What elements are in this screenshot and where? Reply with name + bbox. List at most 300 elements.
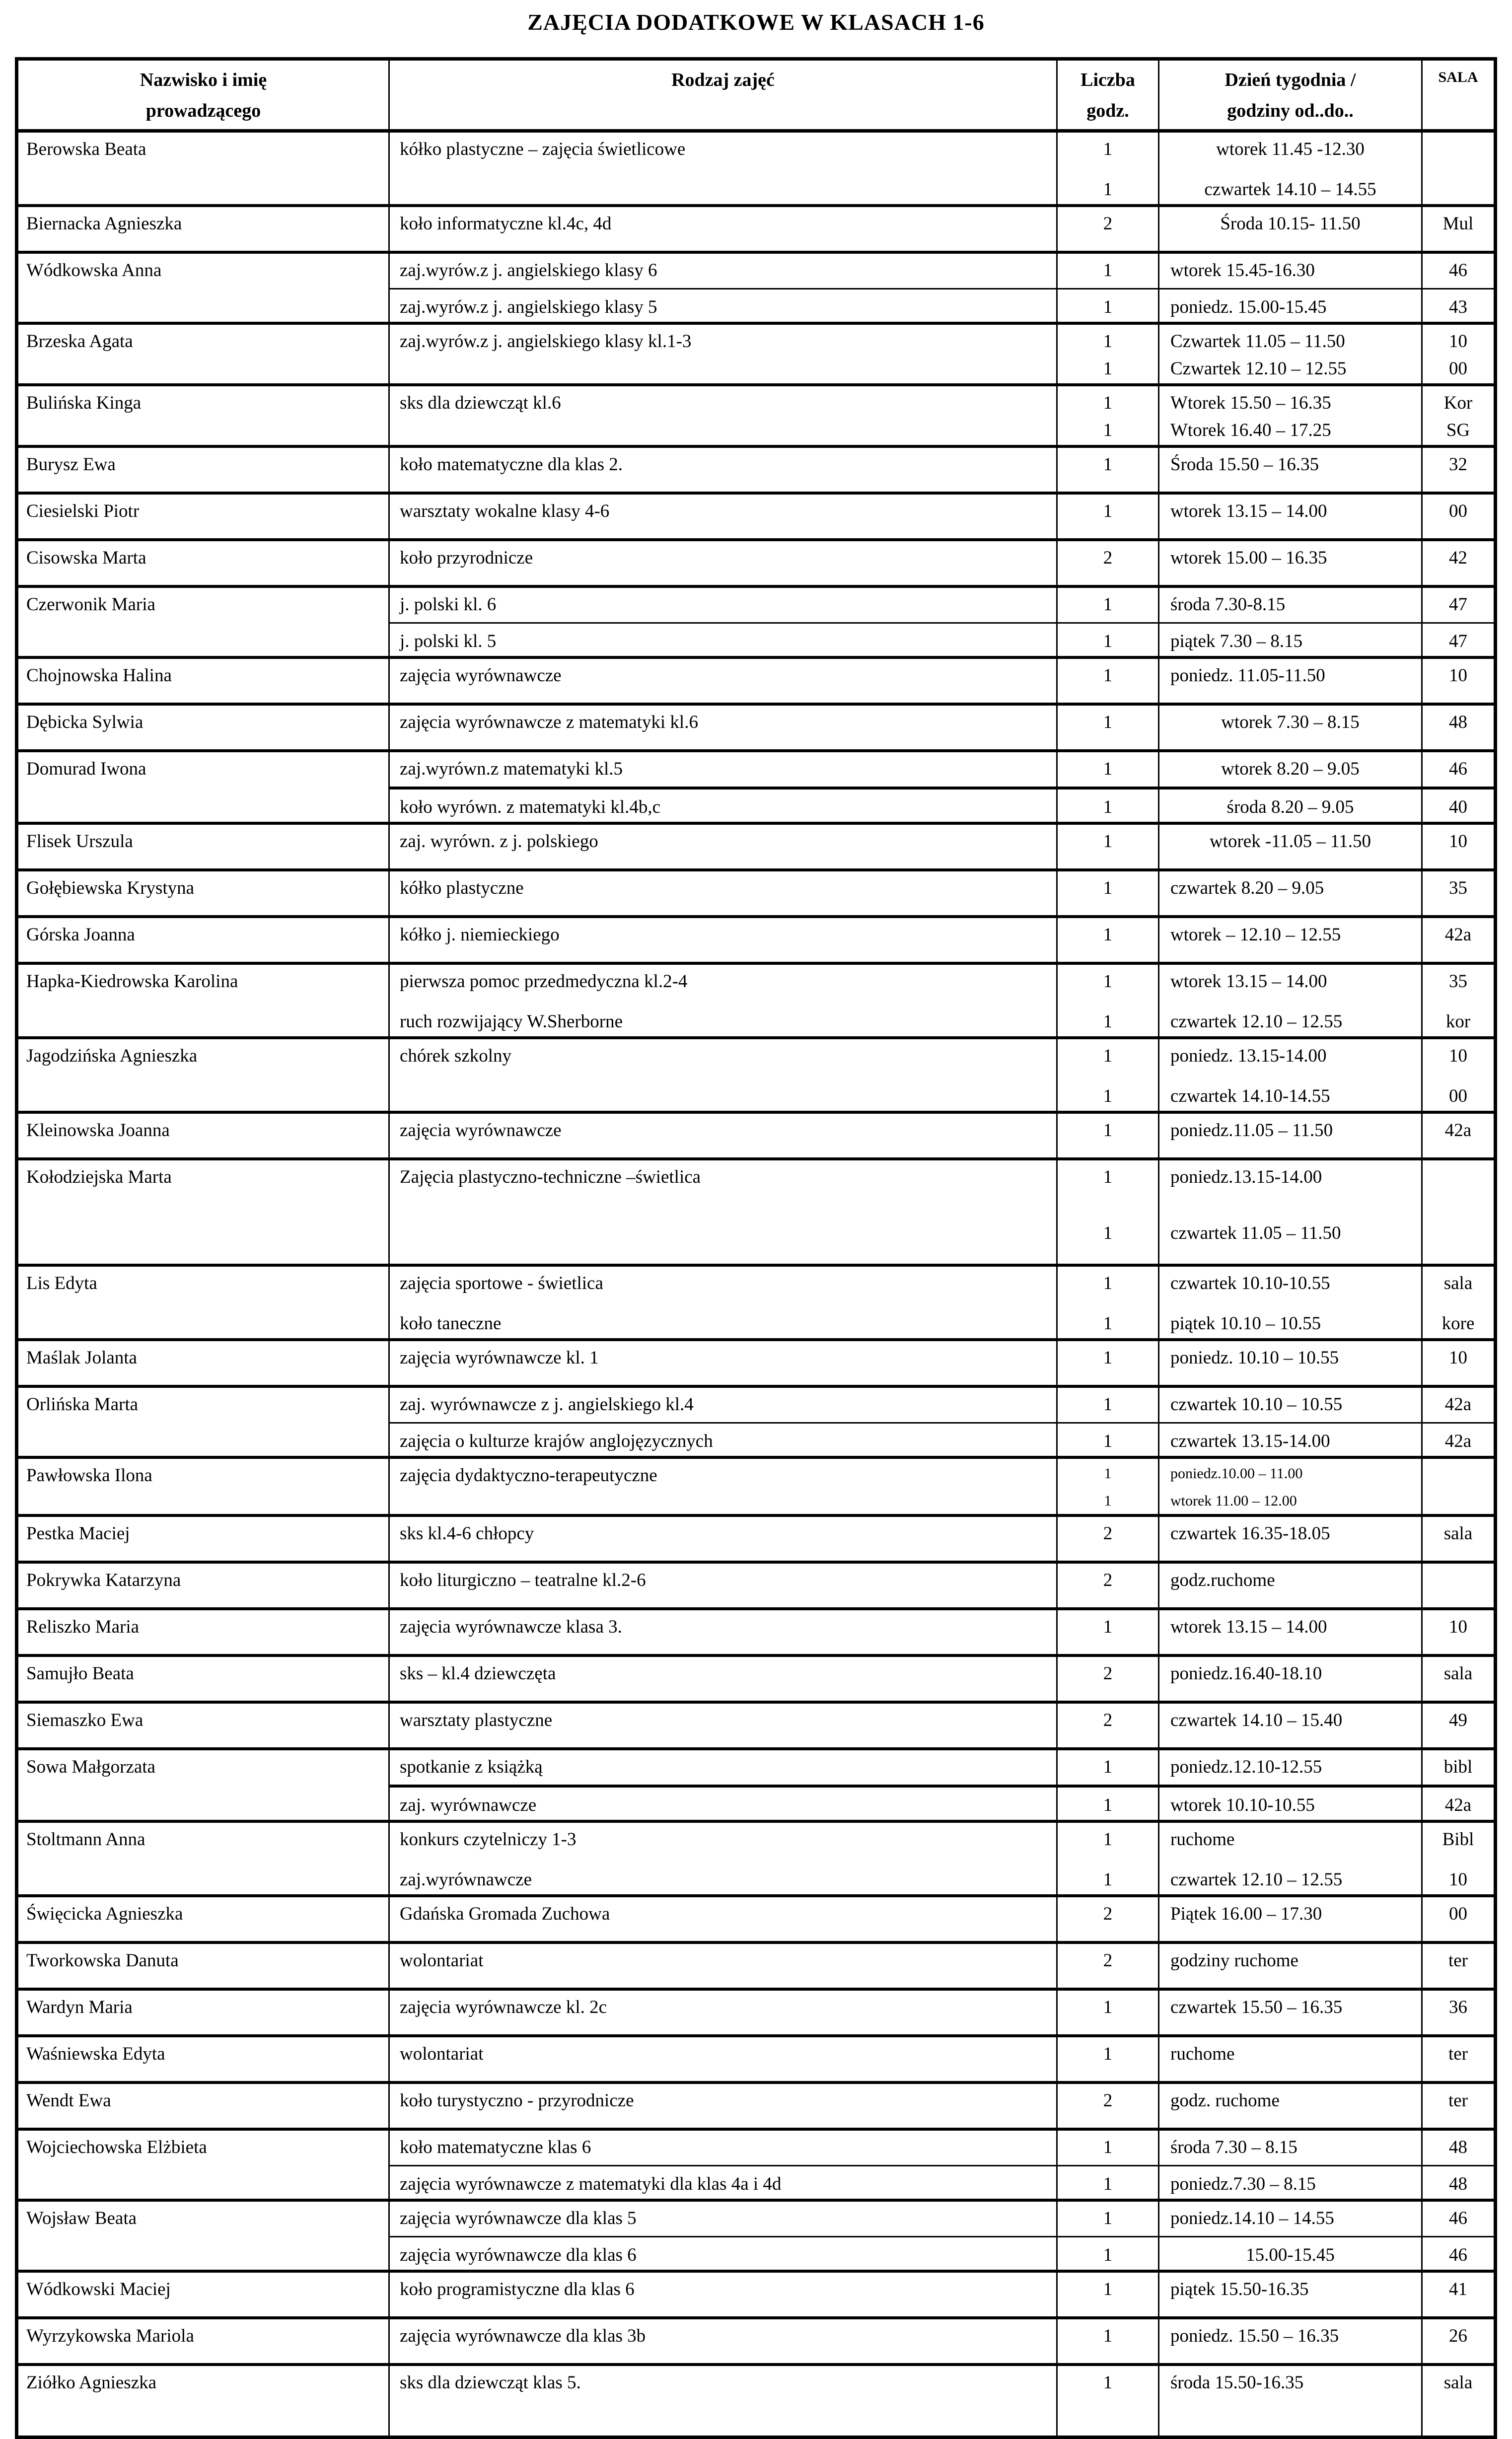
room-cell: 32 bbox=[1421, 448, 1494, 492]
hours-cell: 1 bbox=[1056, 1823, 1158, 1854]
room-cell: SG bbox=[1421, 418, 1494, 445]
teacher-name-cell: Czerwonik Maria bbox=[26, 594, 155, 615]
teacher-name-cell: Berowska Beata bbox=[26, 139, 146, 159]
activity-cell: kółko plastyczne – zajęcia świetlicowe bbox=[388, 133, 1056, 164]
hours-cell: 1 bbox=[1056, 996, 1158, 1036]
teacher-name-cell: Pawłowska Ilona bbox=[26, 1465, 152, 1486]
activity-cell bbox=[388, 164, 1056, 204]
header-cell-sala bbox=[1421, 61, 1494, 129]
day-time-cell: poniedz.14.10 – 14.55 bbox=[1158, 2202, 1421, 2237]
activity-cell: koło taneczne bbox=[388, 1298, 1056, 1338]
room-cell bbox=[1421, 1160, 1494, 1208]
table-row bbox=[18, 1654, 1494, 1701]
activity-cell: zajęcia wyrównawcze kl. 2c bbox=[388, 1991, 1056, 2034]
hours-cell: 1 bbox=[1056, 2319, 1158, 2363]
hours-cell: 1 bbox=[1056, 2131, 1158, 2166]
day-time-cell: poniedz. 10.10 – 10.55 bbox=[1158, 1341, 1421, 1385]
table-row bbox=[18, 1820, 1494, 1894]
room-cell: ter bbox=[1421, 1944, 1494, 1988]
day-time-cell: poniedz.16.40-18.10 bbox=[1158, 1657, 1421, 1701]
activity-cell: zajęcia wyrównawcze bbox=[388, 1114, 1056, 1157]
table-row bbox=[18, 1988, 1494, 2034]
hours-cell: 1 bbox=[1056, 1788, 1158, 1820]
room-cell: 35 bbox=[1421, 965, 1494, 996]
hours-cell: 1 bbox=[1056, 1388, 1158, 1424]
hours-cell: 1 bbox=[1056, 1160, 1158, 1208]
teacher-name-cell: Brzeska Agata bbox=[26, 331, 133, 352]
table-row bbox=[18, 445, 1494, 492]
activity-cell: warsztaty wokalne klasy 4-6 bbox=[388, 495, 1056, 538]
activity-cell: sks dla dziewcząt klas 5. bbox=[388, 2366, 1056, 2436]
day-time-cell: czwartek 16.35-18.05 bbox=[1158, 1517, 1421, 1561]
room-cell: 10 bbox=[1421, 659, 1494, 703]
hours-cell: 2 bbox=[1056, 1657, 1158, 1701]
activity-cell: koło matematyczne dla klas 2. bbox=[388, 448, 1056, 492]
day-time-cell: wtorek 13.15 – 14.00 bbox=[1158, 1610, 1421, 1654]
hours-cell: 2 bbox=[1056, 1704, 1158, 1747]
activity-cell: zajęcia wyrównawcze dla klas 5 bbox=[388, 2202, 1056, 2237]
day-time-cell: wtorek 15.45-16.30 bbox=[1158, 254, 1421, 289]
hours-cell: 1 bbox=[1056, 1208, 1158, 1264]
room-cell: 00 bbox=[1421, 1897, 1494, 1941]
page-title: ZAJĘCIA DODATKOWE W KLASACH 1-6 bbox=[527, 9, 985, 35]
hours-cell: 1 bbox=[1056, 325, 1158, 356]
hours-cell: 1 bbox=[1056, 1298, 1158, 1338]
room-cell: 10 bbox=[1421, 1854, 1494, 1894]
hours-cell: 1 bbox=[1056, 1610, 1158, 1654]
room-cell bbox=[1421, 1564, 1494, 1607]
table-row bbox=[18, 585, 1494, 656]
day-time-cell: ruchome bbox=[1158, 1823, 1421, 1854]
hours-cell: 1 bbox=[1056, 254, 1158, 289]
activity-cell: zajęcia wyrównawcze dla klas 3b bbox=[388, 2319, 1056, 2363]
activity-cell: koło liturgiczno – teatralne kl.2-6 bbox=[388, 1564, 1056, 1607]
header-cell-godz bbox=[1056, 61, 1158, 129]
day-time-cell: czwartek 15.50 – 16.35 bbox=[1158, 1991, 1421, 2034]
day-time-cell: piątek 15.50-16.35 bbox=[1158, 2273, 1421, 2316]
hours-cell: 1 bbox=[1056, 1039, 1158, 1071]
header-name-line1: Nazwisko i imię bbox=[140, 70, 267, 90]
day-time-cell: wtorek 13.15 – 14.00 bbox=[1158, 495, 1421, 538]
room-cell: ter bbox=[1421, 2084, 1494, 2128]
room-cell: 10 bbox=[1421, 1341, 1494, 1385]
hours-cell: 1 bbox=[1056, 448, 1158, 492]
teacher-name-cell: Domurad Iwona bbox=[26, 759, 146, 779]
activity-cell: zajęcia dydaktyczno-terapeutyczne bbox=[388, 1459, 1056, 1490]
table-row bbox=[18, 2081, 1494, 2128]
day-time-cell: czwartek 10.10-10.55 bbox=[1158, 1267, 1421, 1298]
table-row bbox=[18, 703, 1494, 749]
hours-cell: 1 bbox=[1056, 289, 1158, 322]
table-row bbox=[18, 1264, 1494, 1338]
day-time-cell: wtorek – 12.10 – 12.55 bbox=[1158, 918, 1421, 962]
room-cell: 00 bbox=[1421, 1071, 1494, 1111]
activity-cell: zaj.wyrównawcze bbox=[388, 1854, 1056, 1894]
header-sala-line1: SALA bbox=[1438, 69, 1478, 85]
hours-cell: 1 bbox=[1056, 588, 1158, 624]
day-time-cell: piątek 7.30 – 8.15 bbox=[1158, 624, 1421, 656]
room-cell: sala bbox=[1421, 1517, 1494, 1561]
table-row bbox=[18, 1607, 1494, 1654]
day-time-cell: czwartek 12.10 – 12.55 bbox=[1158, 1854, 1421, 1894]
day-time-cell: poniedz. 15.00-15.45 bbox=[1158, 289, 1421, 322]
room-cell bbox=[1421, 133, 1494, 164]
activity-cell: sks dla dziewcząt kl.6 bbox=[388, 386, 1056, 418]
hours-cell: 2 bbox=[1056, 1944, 1158, 1988]
table-row bbox=[18, 915, 1494, 962]
hours-cell: 1 bbox=[1056, 871, 1158, 915]
day-time-cell: poniedz. 13.15-14.00 bbox=[1158, 1039, 1421, 1071]
day-time-cell: Czwartek 12.10 – 12.55 bbox=[1158, 356, 1421, 383]
hours-cell: 1 bbox=[1056, 1854, 1158, 1894]
room-cell: 42a bbox=[1421, 918, 1494, 962]
table-row bbox=[18, 1941, 1494, 1988]
activity-cell: konkurs czytelniczy 1-3 bbox=[388, 1823, 1056, 1854]
hours-cell: 1 bbox=[1056, 659, 1158, 703]
activity-cell: zajęcia wyrównawcze dla klas 6 bbox=[388, 2237, 1056, 2270]
activity-cell: wolontariat bbox=[388, 2037, 1056, 2081]
day-time-cell: poniedz. 11.05-11.50 bbox=[1158, 659, 1421, 703]
teacher-name-cell: Wódkowska Anna bbox=[26, 260, 162, 281]
activity-cell: koło informatyczne kl.4c, 4d bbox=[388, 207, 1056, 251]
activity-cell: koło przyrodnicze bbox=[388, 541, 1056, 585]
hours-cell: 1 bbox=[1056, 1459, 1158, 1490]
activity-cell: chórek szkolny bbox=[388, 1039, 1056, 1071]
hours-cell: 1 bbox=[1056, 1991, 1158, 2034]
day-time-cell: Środa 10.15- 11.50 bbox=[1158, 207, 1421, 251]
hours-cell: 1 bbox=[1056, 133, 1158, 164]
day-time-cell: poniedz.12.10-12.55 bbox=[1158, 1750, 1421, 1788]
hours-cell: 1 bbox=[1056, 2037, 1158, 2081]
teacher-name-cell: Reliszko Maria bbox=[26, 1617, 140, 1637]
table-row bbox=[18, 1456, 1494, 1514]
hours-cell: 2 bbox=[1056, 2084, 1158, 2128]
header-cell-rodzaj bbox=[388, 61, 1056, 129]
activity-cell: j. polski kl. 6 bbox=[388, 588, 1056, 624]
table-row bbox=[18, 2128, 1494, 2199]
day-time-cell: środa 7.30-8.15 bbox=[1158, 588, 1421, 624]
activity-cell: zaj.wyrów.z j. angielskiego klasy kl.1-3 bbox=[388, 325, 1056, 356]
header-godz-line2: godz. bbox=[1086, 100, 1129, 121]
table-header-row bbox=[18, 61, 1494, 133]
teacher-name-cell: Wojciechowska Elżbieta bbox=[26, 2137, 207, 2157]
activity-cell: Zajęcia plastyczno-techniczne –świetlica bbox=[388, 1160, 1056, 1208]
room-cell: kore bbox=[1421, 1298, 1494, 1338]
header-dzien-line1: Dzień tygodnia / bbox=[1224, 70, 1356, 90]
table-row bbox=[18, 822, 1494, 868]
day-time-cell: czwartek 11.05 – 11.50 bbox=[1158, 1208, 1421, 1264]
room-cell: 48 bbox=[1421, 2131, 1494, 2166]
room-cell: Bibl bbox=[1421, 1823, 1494, 1854]
activity-cell: wolontariat bbox=[388, 1944, 1056, 1988]
activity-cell: zaj. wyrówn. z j. polskiego bbox=[388, 825, 1056, 868]
hours-cell: 1 bbox=[1056, 1071, 1158, 1111]
teacher-name-cell: Stoltmann Anna bbox=[26, 1829, 145, 1850]
teacher-name-cell: Górska Joanna bbox=[26, 925, 135, 945]
room-cell: 43 bbox=[1421, 289, 1494, 322]
day-time-cell: wtorek 7.30 – 8.15 bbox=[1158, 706, 1421, 749]
activity-cell: sks kl.4-6 chłopcy bbox=[388, 1517, 1056, 1561]
day-time-cell: środa 15.50-16.35 bbox=[1158, 2366, 1421, 2436]
table-row bbox=[18, 1514, 1494, 1561]
activity-cell: spotkanie z książką bbox=[388, 1750, 1056, 1788]
table-row bbox=[18, 1701, 1494, 1747]
room-cell: 49 bbox=[1421, 1704, 1494, 1747]
activity-cell: koło turystyczno - przyrodnicze bbox=[388, 2084, 1056, 2128]
hours-cell: 1 bbox=[1056, 706, 1158, 749]
hours-cell: 1 bbox=[1056, 825, 1158, 868]
day-time-cell: wtorek 11.45 -12.30 bbox=[1158, 133, 1421, 164]
teacher-name-cell: Ciesielski Piotr bbox=[26, 501, 140, 521]
teacher-name-cell: Dębicka Sylwia bbox=[26, 712, 144, 732]
day-time-cell: czwartek 13.15-14.00 bbox=[1158, 1424, 1421, 1456]
room-cell: 10 bbox=[1421, 325, 1494, 356]
activity-cell: zajęcia wyrównawcze bbox=[388, 659, 1056, 703]
room-cell: 46 bbox=[1421, 254, 1494, 289]
activity-cell: zajęcia wyrównawcze z matematyki kl.6 bbox=[388, 706, 1056, 749]
room-cell: 42 bbox=[1421, 541, 1494, 585]
day-time-cell: poniedz.10.00 – 11.00 bbox=[1158, 1459, 1421, 1490]
day-time-cell: Piątek 16.00 – 17.30 bbox=[1158, 1897, 1421, 1941]
room-cell bbox=[1421, 1490, 1494, 1514]
activity-cell bbox=[388, 1071, 1056, 1111]
table-row bbox=[18, 1036, 1494, 1111]
teacher-name-cell: Kołodziejska Marta bbox=[26, 1167, 172, 1187]
day-time-cell: czwartek 8.20 – 9.05 bbox=[1158, 871, 1421, 915]
day-time-cell: poniedz.11.05 – 11.50 bbox=[1158, 1114, 1421, 1157]
hours-cell: 2 bbox=[1056, 1897, 1158, 1941]
room-cell: sala bbox=[1421, 2366, 1494, 2436]
activity-cell: zaj.wyrów.z j. angielskiego klasy 6 bbox=[388, 254, 1056, 289]
room-cell: kor bbox=[1421, 996, 1494, 1036]
hours-cell: 2 bbox=[1056, 1564, 1158, 1607]
room-cell: 40 bbox=[1421, 789, 1494, 822]
day-time-cell: czwartek 14.10 – 15.40 bbox=[1158, 1704, 1421, 1747]
room-cell: 48 bbox=[1421, 2166, 1494, 2199]
hours-cell: 1 bbox=[1056, 2202, 1158, 2237]
hours-cell: 1 bbox=[1056, 624, 1158, 656]
activities-table bbox=[15, 57, 1497, 2439]
table-row bbox=[18, 1338, 1494, 1385]
activity-cell: pierwsza pomoc przedmedyczna kl.2-4 bbox=[388, 965, 1056, 996]
room-cell: 46 bbox=[1421, 2237, 1494, 2270]
teacher-name-cell: Wódkowski Maciej bbox=[26, 2279, 171, 2299]
room-cell: ter bbox=[1421, 2037, 1494, 2081]
room-cell bbox=[1421, 1208, 1494, 1264]
room-cell bbox=[1421, 164, 1494, 204]
hours-cell: 1 bbox=[1056, 418, 1158, 445]
activity-cell bbox=[388, 356, 1056, 383]
teacher-name-cell: Cisowska Marta bbox=[26, 548, 146, 568]
hours-cell: 1 bbox=[1056, 1490, 1158, 1514]
teacher-name-cell: Wojsław Beata bbox=[26, 2208, 137, 2228]
room-cell: 48 bbox=[1421, 706, 1494, 749]
table-row bbox=[18, 868, 1494, 915]
activity-cell: zajęcia sportowe - świetlica bbox=[388, 1267, 1056, 1298]
day-time-cell: Środa 15.50 – 16.35 bbox=[1158, 448, 1421, 492]
day-time-cell: wtorek 10.10-10.55 bbox=[1158, 1788, 1421, 1820]
day-time-cell: ruchome bbox=[1158, 2037, 1421, 2081]
activity-cell: kółko plastyczne bbox=[388, 871, 1056, 915]
table-row bbox=[18, 133, 1494, 204]
header-godz-line1: Liczba bbox=[1080, 70, 1135, 90]
day-time-cell: Wtorek 15.50 – 16.35 bbox=[1158, 386, 1421, 418]
teacher-name-cell: Waśniewska Edyta bbox=[26, 2044, 165, 2064]
table-row bbox=[18, 1561, 1494, 1607]
hours-cell: 2 bbox=[1056, 207, 1158, 251]
room-cell: bibl bbox=[1421, 1750, 1494, 1788]
header-cell-name bbox=[18, 61, 388, 129]
room-cell: 42a bbox=[1421, 1424, 1494, 1456]
hours-cell: 1 bbox=[1056, 2237, 1158, 2270]
table-row bbox=[18, 656, 1494, 703]
header-rodzaj-line1: Rodzaj zajęć bbox=[671, 70, 775, 90]
teacher-name-cell: Kleinowska Joanna bbox=[26, 1120, 170, 1141]
activity-cell: zajęcia wyrównawcze z matematyki dla klas 4a i 4d bbox=[388, 2166, 1056, 2199]
activity-cell: zajęcia o kulturze krajów anglojęzycznych bbox=[388, 1424, 1056, 1456]
room-cell: sala bbox=[1421, 1657, 1494, 1701]
day-time-cell: godz.ruchome bbox=[1158, 1564, 1421, 1607]
day-time-cell: wtorek -11.05 – 11.50 bbox=[1158, 825, 1421, 868]
room-cell: 36 bbox=[1421, 1991, 1494, 2034]
room-cell: 41 bbox=[1421, 2273, 1494, 2316]
teacher-name-cell: Wyrzykowska Mariola bbox=[26, 2326, 194, 2346]
teacher-name-cell: Święcicka Agnieszka bbox=[26, 1904, 183, 1924]
activity-cell: koło programistyczne dla klas 6 bbox=[388, 2273, 1056, 2316]
activity-cell: warsztaty plastyczne bbox=[388, 1704, 1056, 1747]
hours-cell: 1 bbox=[1056, 1750, 1158, 1788]
teacher-name-cell: Ziółko Agnieszka bbox=[26, 2372, 157, 2393]
day-time-cell: 15.00-15.45 bbox=[1158, 2237, 1421, 2270]
day-time-cell: poniedz. 15.50 – 16.35 bbox=[1158, 2319, 1421, 2363]
day-time-cell: wtorek 11.00 – 12.00 bbox=[1158, 1490, 1421, 1514]
day-time-cell: godz. ruchome bbox=[1158, 2084, 1421, 2128]
teacher-name-cell: Wardyn Maria bbox=[26, 1997, 133, 2017]
hours-cell: 1 bbox=[1056, 918, 1158, 962]
table-row bbox=[18, 538, 1494, 585]
room-cell: 00 bbox=[1421, 356, 1494, 383]
day-time-cell: wtorek 13.15 – 14.00 bbox=[1158, 965, 1421, 996]
teacher-name-cell: Sowa Małgorzata bbox=[26, 1757, 155, 1777]
hours-cell: 1 bbox=[1056, 2273, 1158, 2316]
room-cell: 47 bbox=[1421, 624, 1494, 656]
teacher-name-cell: Chojnowska Halina bbox=[26, 665, 172, 686]
hours-cell: 1 bbox=[1056, 1424, 1158, 1456]
table-row bbox=[18, 1111, 1494, 1157]
header-dzien-line2: godziny od..do.. bbox=[1227, 100, 1354, 121]
activity-cell: kółko j. niemieckiego bbox=[388, 918, 1056, 962]
day-time-cell: wtorek 15.00 – 16.35 bbox=[1158, 541, 1421, 585]
table-row bbox=[18, 1385, 1494, 1456]
table-row bbox=[18, 2199, 1494, 2270]
teacher-name-cell: Bulińska Kinga bbox=[26, 393, 142, 413]
day-time-cell: godziny ruchome bbox=[1158, 1944, 1421, 1988]
teacher-name-cell: Siemaszko Ewa bbox=[26, 1710, 144, 1730]
hours-cell: 1 bbox=[1056, 164, 1158, 204]
activity-cell: ruch rozwijający W.Sherborne bbox=[388, 996, 1056, 1036]
teacher-name-cell: Orlińska Marta bbox=[26, 1394, 139, 1415]
room-cell: Mul bbox=[1421, 207, 1494, 251]
hours-cell: 1 bbox=[1056, 356, 1158, 383]
header-cell-dzien bbox=[1158, 61, 1421, 129]
hours-cell: 1 bbox=[1056, 1114, 1158, 1157]
room-cell: 46 bbox=[1421, 2202, 1494, 2237]
hours-cell: 1 bbox=[1056, 752, 1158, 789]
hours-cell: 2 bbox=[1056, 1517, 1158, 1561]
teacher-name-cell: Burysz Ewa bbox=[26, 454, 116, 475]
table-row bbox=[18, 251, 1494, 322]
table-row bbox=[18, 1747, 1494, 1820]
hours-cell: 1 bbox=[1056, 2166, 1158, 2199]
table-row bbox=[18, 2270, 1494, 2316]
activity-cell: zaj.wyrów.z j. angielskiego klasy 5 bbox=[388, 289, 1056, 322]
table-body bbox=[18, 133, 1494, 2436]
teacher-name-cell: Jagodzińska Agnieszka bbox=[26, 1046, 198, 1066]
table-row bbox=[18, 1894, 1494, 1941]
day-time-cell: wtorek 8.20 – 9.05 bbox=[1158, 752, 1421, 789]
activity-cell: zajęcia wyrównawcze klasa 3. bbox=[388, 1610, 1056, 1654]
teacher-name-cell: Wendt Ewa bbox=[26, 2090, 111, 2111]
activity-cell: koło wyrówn. z matematyki kl.4b,c bbox=[388, 789, 1056, 822]
table-row bbox=[18, 962, 1494, 1036]
teacher-name-cell: Pestka Maciej bbox=[26, 1523, 130, 1544]
hours-cell: 1 bbox=[1056, 1341, 1158, 1385]
table-row bbox=[18, 2363, 1494, 2436]
room-cell: 42a bbox=[1421, 1388, 1494, 1424]
room-cell: 35 bbox=[1421, 871, 1494, 915]
header-name-line2: prowadzącego bbox=[145, 100, 261, 121]
table-row bbox=[18, 2316, 1494, 2363]
day-time-cell: poniedz.7.30 – 8.15 bbox=[1158, 2166, 1421, 2199]
day-time-cell: środa 7.30 – 8.15 bbox=[1158, 2131, 1421, 2166]
activity-cell: sks – kl.4 dziewczęta bbox=[388, 1657, 1056, 1701]
activity-cell: zaj. wyrównawcze bbox=[388, 1788, 1056, 1820]
hours-cell: 1 bbox=[1056, 965, 1158, 996]
day-time-cell: czwartek 14.10 – 14.55 bbox=[1158, 164, 1421, 204]
room-cell: sala bbox=[1421, 1267, 1494, 1298]
table-row bbox=[18, 383, 1494, 445]
teacher-name-cell: Gołębiewska Krystyna bbox=[26, 878, 195, 898]
day-time-cell: czwartek 14.10-14.55 bbox=[1158, 1071, 1421, 1111]
room-cell: Kor bbox=[1421, 386, 1494, 418]
activity-cell: koło matematyczne klas 6 bbox=[388, 2131, 1056, 2166]
room-cell: 42a bbox=[1421, 1114, 1494, 1157]
teacher-name-cell: Samujło Beata bbox=[26, 1663, 134, 1684]
day-time-cell: czwartek 10.10 – 10.55 bbox=[1158, 1388, 1421, 1424]
room-cell: 10 bbox=[1421, 1610, 1494, 1654]
hours-cell: 1 bbox=[1056, 789, 1158, 822]
activity-cell: zaj.wyrówn.z matematyki kl.5 bbox=[388, 752, 1056, 789]
hours-cell: 1 bbox=[1056, 386, 1158, 418]
day-time-cell: piątek 10.10 – 10.55 bbox=[1158, 1298, 1421, 1338]
table-row bbox=[18, 1157, 1494, 1264]
hours-cell: 2 bbox=[1056, 541, 1158, 585]
room-cell: 00 bbox=[1421, 495, 1494, 538]
table-row bbox=[18, 492, 1494, 538]
table-row bbox=[18, 749, 1494, 822]
hours-cell: 1 bbox=[1056, 1267, 1158, 1298]
activity-cell bbox=[388, 1208, 1056, 1264]
day-time-cell: poniedz.13.15-14.00 bbox=[1158, 1160, 1421, 1208]
teacher-name-cell: Hapka-Kiedrowska Karolina bbox=[26, 971, 238, 992]
activity-cell bbox=[388, 1490, 1056, 1514]
room-cell: 46 bbox=[1421, 752, 1494, 789]
hours-cell: 1 bbox=[1056, 495, 1158, 538]
room-cell bbox=[1421, 1459, 1494, 1490]
day-time-cell: Wtorek 16.40 – 17.25 bbox=[1158, 418, 1421, 445]
teacher-name-cell: Maślak Jolanta bbox=[26, 1348, 137, 1368]
day-time-cell: środa 8.20 – 9.05 bbox=[1158, 789, 1421, 822]
